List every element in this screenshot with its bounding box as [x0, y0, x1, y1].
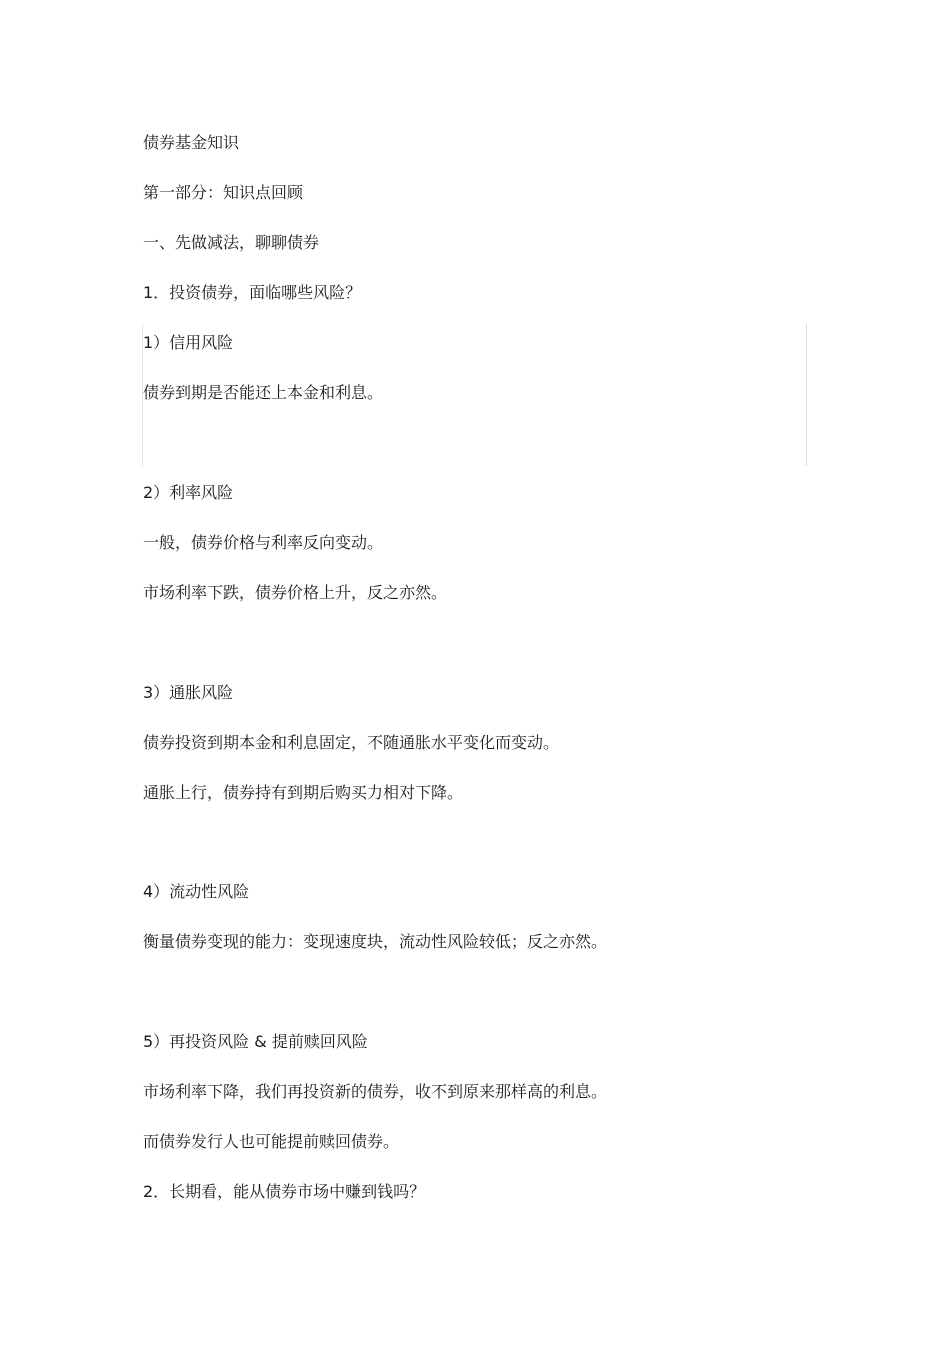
risk-1-text: 债券到期是否能还上本金和利息。 [143, 383, 384, 402]
section-heading: 一、先做减法，聊聊债券 [143, 233, 320, 252]
frame-rule-right [806, 324, 807, 466]
risk-5-text-1: 市场利率下降，我们再投资新的债券，收不到原来那样高的利息。 [143, 1082, 608, 1101]
risk-2-heading: 2）利率风险 [143, 483, 234, 502]
risk-3-text-1: 债券投资到期本金和利息固定，不随通胀水平变化而变动。 [143, 733, 560, 752]
part-heading: 第一部分：知识点回顾 [143, 183, 304, 202]
risk-2-text-2: 市场利率下跌，债券价格上升，反之亦然。 [143, 583, 448, 602]
question-2: 2．长期看，能从债券市场中赚到钱吗？ [143, 1182, 426, 1201]
risk-3-text-2: 通胀上行，债券持有到期后购买力相对下降。 [143, 783, 464, 802]
risk-3-heading: 3）通胀风险 [143, 683, 234, 702]
risk-5-text-2: 而债券发行人也可能提前赎回债券。 [143, 1132, 400, 1151]
risk-4-heading: 4）流动性风险 [143, 882, 250, 901]
risk-5-heading: 5）再投资风险 & 提前赎回风险 [143, 1032, 368, 1051]
document-title: 债券基金知识 [143, 133, 240, 152]
risk-1-heading: 1）信用风险 [143, 333, 234, 352]
risk-4-text: 衡量债券变现的能力：变现速度块，流动性风险较低；反之亦然。 [143, 932, 608, 951]
question-1: 1．投资债券，面临哪些风险？ [143, 283, 362, 302]
risk-2-text-1: 一般，债券价格与利率反向变动。 [143, 533, 384, 552]
